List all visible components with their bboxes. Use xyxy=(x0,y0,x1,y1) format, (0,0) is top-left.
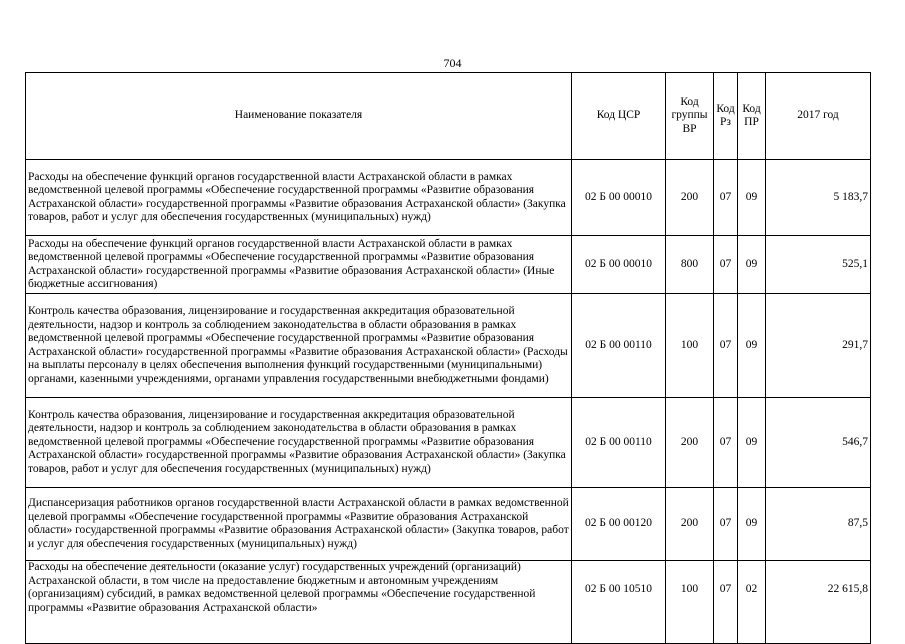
header-row xyxy=(26,73,871,160)
row-csr: 02 Б 00 00010 xyxy=(572,236,666,294)
header-year: 2017 год xyxy=(766,73,871,160)
table-row xyxy=(26,160,871,236)
row-rz: 07 xyxy=(714,236,738,294)
row-name: Расходы на обеспечение деятельности (оказание услуг) государственных учреждений (организаций) Астраханской области, в том числе на предоставление бюджетным и автономным учреждениям (организациям) субсидий, в рамках ведомственной целевой программы «Обеспечение государственной программы «Развитие образования Астраханской области» xyxy=(26,561,572,644)
row-csr: 02 Б 00 00110 xyxy=(572,398,666,488)
header-pr: Код ПР xyxy=(738,73,766,160)
row-rz: 07 xyxy=(714,160,738,236)
row-amount: 87,5 xyxy=(766,488,871,561)
header-name: Наименование показателя xyxy=(26,73,572,160)
row-pr: 09 xyxy=(738,488,766,561)
row-pr: 09 xyxy=(738,160,766,236)
row-vr: 200 xyxy=(666,488,714,561)
row-name: Контроль качества образования, лицензирование и государственная аккредитация образовательной деятельности, надзор и контроль за соблюдением законодательства в области образования в рамках ведомственной целевой программы «Обеспечение государственной программы «Развитие образования Астраханской области» государственной программы «Развитие образования Астраханской области» (Расходы на выплаты персоналу в целях обеспечения выполнения функций государственными (муниципальными) органами, казенными учреждениями, органами управления государственными внебюджетными фондами) xyxy=(26,294,572,398)
row-csr: 02 Б 00 00010 xyxy=(572,160,666,236)
header-rz: Код Рз xyxy=(714,73,738,160)
row-rz: 07 xyxy=(714,561,738,644)
row-amount: 291,7 xyxy=(766,294,871,398)
table-row xyxy=(26,398,871,488)
page-number: 704 xyxy=(443,56,462,70)
row-name: Контроль качества образования, лицензирование и государственная аккредитация образовательной деятельности, надзор и контроль за соблюдением законодательства в области образования в рамках ведомственной целевой программы «Обеспечение государственной программы «Развитие образования Астраханской области» государственной программы «Развитие образования Астраханской области» (Закупка товаров, работ и услуг для обеспечения государственных (муниципальных) нужд) xyxy=(26,398,572,488)
row-vr: 200 xyxy=(666,398,714,488)
row-vr: 100 xyxy=(666,294,714,398)
row-pr: 09 xyxy=(738,294,766,398)
row-rz: 07 xyxy=(714,294,738,398)
table-row xyxy=(26,488,871,561)
row-csr: 02 Б 00 10510 xyxy=(572,561,666,644)
table-row xyxy=(26,294,871,398)
header-vr: Код группы ВР xyxy=(666,73,714,160)
row-vr: 100 xyxy=(666,561,714,644)
row-csr: 02 Б 00 00120 xyxy=(572,488,666,561)
header-csr: Код ЦСР xyxy=(572,73,666,160)
row-name: Расходы на обеспечение функций органов государственной власти Астраханской области в рамках ведомственной целевой программы «Обеспечение государственной программы «Развитие образования Астраханской области» государственной программы «Развитие образования Астраханской области» (Иные бюджетные ассигнования) xyxy=(26,236,572,294)
table-row xyxy=(26,236,871,294)
row-rz: 07 xyxy=(714,398,738,488)
budget-table xyxy=(25,72,871,644)
row-amount: 22 615,8 xyxy=(766,561,871,644)
row-name: Диспансеризация работников органов государственной власти Астраханской области в рамках ведомственной целевой программы «Обеспечение государственной программы «Развитие образования Астраханской области» государственной программы «Развитие образования Астраханской области» (Закупка товаров, работ и услуг для обеспечения государственных (муниципальных) нужд) xyxy=(26,488,572,561)
row-rz: 07 xyxy=(714,488,738,561)
row-pr: 09 xyxy=(738,236,766,294)
table-row xyxy=(26,561,871,644)
row-csr: 02 Б 00 00110 xyxy=(572,294,666,398)
row-amount: 525,1 xyxy=(766,236,871,294)
row-name: Расходы на обеспечение функций органов государственной власти Астраханской области в рамках ведомственной целевой программы «Обеспечение государственной программы «Развитие образования Астраханской области» государственной программы «Развитие образования Астраханской области» (Закупка товаров, работ и услуг для обеспечения государственных (муниципальных) нужд) xyxy=(26,160,572,236)
row-amount: 5 183,7 xyxy=(766,160,871,236)
row-pr: 02 xyxy=(738,561,766,644)
row-amount: 546,7 xyxy=(766,398,871,488)
row-pr: 09 xyxy=(738,398,766,488)
row-vr: 200 xyxy=(666,160,714,236)
row-vr: 800 xyxy=(666,236,714,294)
